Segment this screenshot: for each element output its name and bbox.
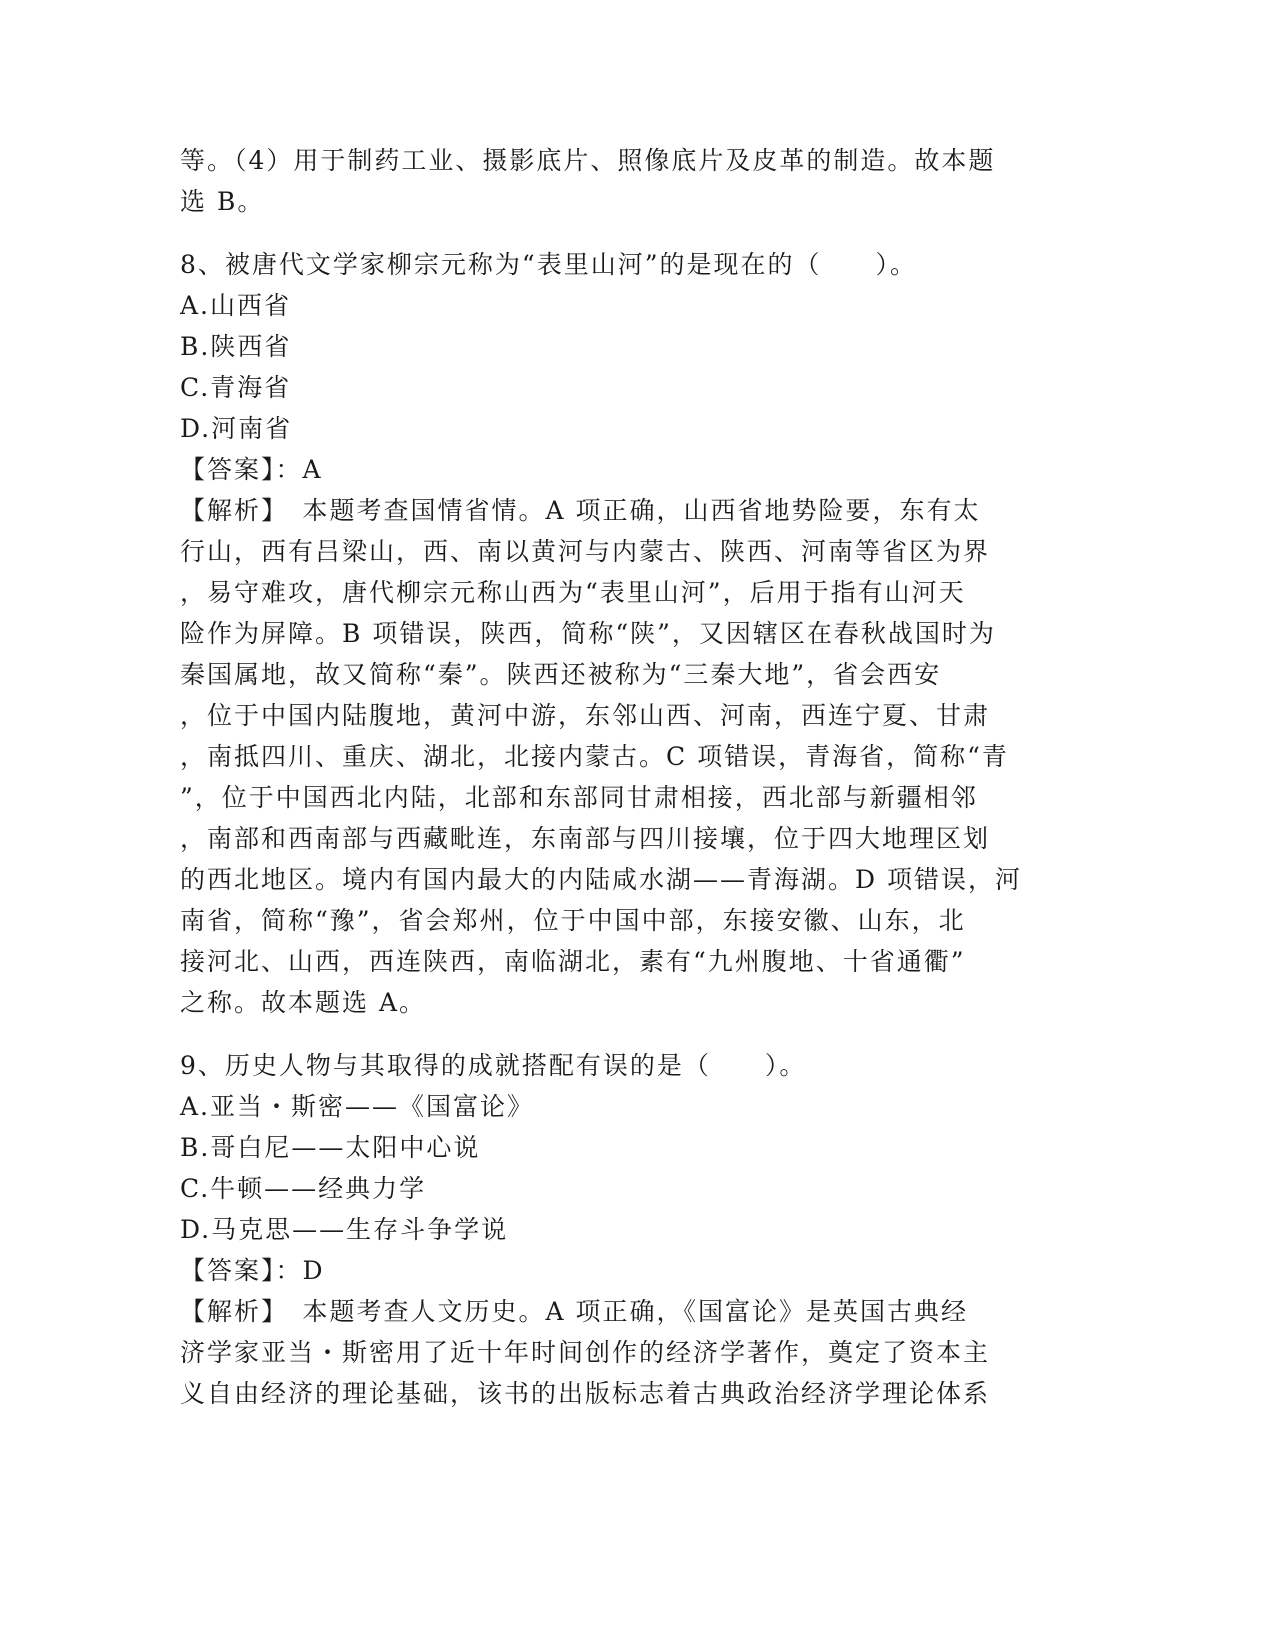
question-8-analysis	[180, 490, 1040, 1023]
question-9-analysis	[180, 1291, 1040, 1414]
question-9-answer: 【答案】：D	[180, 1256, 325, 1285]
analysis-line: ，位于中国内陆腹地，黄河中游，东邻山西、河南，西连宁夏、甘肃	[180, 701, 991, 730]
analysis-line: 南省，简称“豫”，省会郑州，位于中国中部，东接安徽、山东，北	[180, 906, 966, 935]
analysis-line: 的西北地区。境内有国内最大的内陆咸水湖——青海湖。D 项错误，河	[180, 865, 1022, 894]
analysis-line: ”，位于中国西北内陆，北部和东部同甘肃相接，西北部与新疆相邻	[180, 783, 978, 812]
question-8	[180, 244, 1040, 1023]
intro-block	[180, 140, 1040, 222]
intro-line: 等。（4）用于制药工业、摄影底片、照像底片及皮革的制造。故本题	[180, 146, 996, 175]
analysis-line: 之称。故本题选 A。	[180, 988, 427, 1017]
question-8-option-b: B.陕西省	[180, 332, 292, 361]
question-9-option-a: A.亚当・斯密——《国富论》	[180, 1092, 535, 1121]
analysis-line: 接河北、山西，西连陕西，南临湖北，素有“九州腹地、十省通衢”	[180, 947, 966, 976]
analysis-line: 义自由经济的理论基础，该书的出版标志着古典政治经济学理论体系	[180, 1379, 991, 1408]
question-9-option-d: D.马克思——生存斗争学说	[180, 1215, 509, 1244]
analysis-line: 险作为屏障。B 项错误，陕西，简称“陕”，又因辖区在春秋战国时为	[180, 619, 996, 648]
question-9-option-c: C.牛顿——经典力学	[180, 1174, 427, 1203]
analysis-line: 【解析】 本题考查国情省情。A 项正确，山西省地势险要，东有太	[180, 496, 981, 525]
analysis-line: ，南抵四川、重庆、湖北，北接内蒙古。C 项错误，青海省，简称“青	[180, 742, 1009, 771]
question-9	[180, 1045, 1040, 1414]
question-8-answer: 【答案】：A	[180, 455, 323, 484]
question-8-stem: 8、被唐代文学家柳宗元称为“表里山河”的是现在的（ ）。	[180, 250, 917, 279]
question-9-stem: 9、历史人物与其取得的成就搭配有误的是（ ）。	[180, 1051, 807, 1080]
analysis-line: ，南部和西南部与西藏毗连，东南部与四川接壤，位于四大地理区划	[180, 824, 991, 853]
question-8-option-c: C.青海省	[180, 373, 292, 402]
analysis-line: 秦国属地，故又简称“秦”。陕西还被称为“三秦大地”，省会西安	[180, 660, 942, 689]
question-9-option-b: B.哥白尼——太阳中心说	[180, 1133, 481, 1162]
analysis-line: ，易守难攻，唐代柳宗元称山西为“表里山河”，后用于指有山河天	[180, 578, 966, 607]
document-page	[180, 140, 1040, 1414]
analysis-line: 【解析】 本题考查人文历史。A 项正确，《国富论》是英国古典经	[180, 1297, 969, 1326]
intro-line: 选 B。	[180, 187, 265, 216]
analysis-line: 济学家亚当・斯密用了近十年时间创作的经济学著作，奠定了资本主	[180, 1338, 991, 1367]
analysis-line: 行山，西有吕梁山，西、南以黄河与内蒙古、陕西、河南等省区为界	[180, 537, 991, 566]
question-8-option-d: D.河南省	[180, 414, 293, 443]
question-8-option-a: A.山西省	[180, 291, 292, 320]
